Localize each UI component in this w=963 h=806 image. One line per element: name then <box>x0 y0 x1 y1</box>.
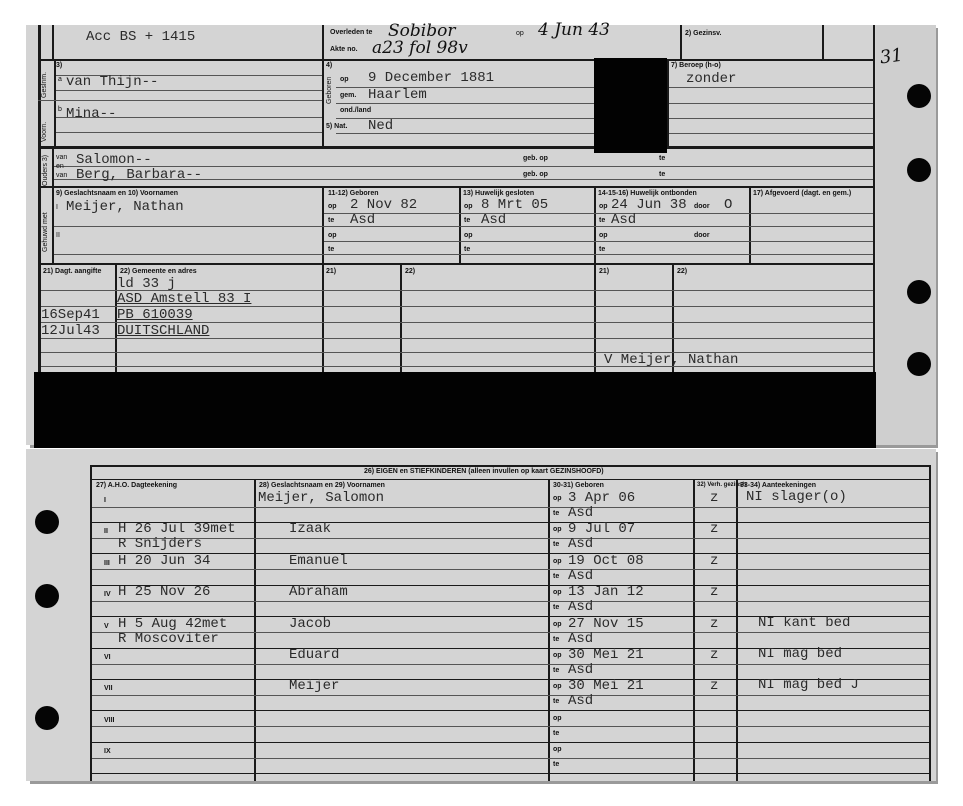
address-line: ld 33 j <box>117 276 176 292</box>
child-verh: z <box>710 615 719 632</box>
te-label: te <box>599 246 606 253</box>
rule <box>92 569 929 570</box>
child-name: Emanuel <box>289 552 348 569</box>
child-birth-place: Asd <box>568 505 594 521</box>
rule <box>52 149 54 186</box>
te-label: te <box>553 572 560 580</box>
gemeente-adres-header: 22) Gemeente en adres <box>120 268 197 275</box>
dissolved-by: O <box>724 197 733 213</box>
child-row-number: VI <box>104 654 111 661</box>
rule <box>56 90 322 91</box>
rule <box>41 366 873 367</box>
rule <box>90 465 92 781</box>
child-name: Abraham <box>289 584 348 601</box>
rule <box>92 726 929 727</box>
child-birth-place: Asd <box>568 662 594 678</box>
rule <box>41 352 873 353</box>
redacted-strip <box>34 372 876 448</box>
child-aho-line1: H 26 Jul 39met <box>118 521 236 538</box>
child-birth-date: 27 Nov 15 <box>568 615 644 632</box>
child-row-number: IX <box>104 748 111 756</box>
te-label: te <box>659 155 666 162</box>
spouse-birth-date: 2 Nov 82 <box>350 197 418 213</box>
rule <box>400 265 402 373</box>
child-note: NI kant bed <box>758 614 851 631</box>
child-birth-date: 13 Jan 12 <box>568 584 644 601</box>
rule <box>92 585 929 586</box>
op-label: op <box>553 495 562 502</box>
op-label: op <box>599 232 608 239</box>
rule <box>669 87 873 88</box>
child-row-number: V <box>104 622 109 630</box>
dagt-aangifte-header: 21) Dagt. aangifte <box>43 268 102 275</box>
child-aho-line1: H 5 Aug 42met <box>118 615 228 632</box>
rule <box>324 213 873 214</box>
roman-II: II <box>56 232 60 239</box>
rule <box>38 100 322 101</box>
roman-I: I <box>56 204 58 211</box>
marriage-date: 8 Mrt 05 <box>481 197 549 213</box>
rule <box>90 465 931 467</box>
birth-place: Haarlem <box>368 87 427 103</box>
op-label: op <box>328 232 337 239</box>
punch-hole <box>907 84 931 108</box>
rule <box>669 103 873 104</box>
address-date: 12Jul43 <box>41 323 100 339</box>
child-verh: z <box>710 647 719 663</box>
rule <box>548 479 550 781</box>
punch-hole <box>35 584 59 608</box>
child-row-number: I <box>104 497 106 504</box>
surname-firstname-header: 9) Geslachtsnaam en 10) Voornamen <box>56 190 179 197</box>
punch-hole <box>35 706 59 730</box>
gezinsv-label: 2) Gezinsv. <box>685 30 722 37</box>
dissolved-date: 24 Jun 38 <box>611 197 687 213</box>
child-name: Izaak <box>289 521 332 538</box>
op-label: op <box>553 526 562 534</box>
rule <box>92 695 929 696</box>
rule <box>822 25 824 59</box>
rule <box>38 59 875 61</box>
dissolved-place: Asd <box>611 212 637 228</box>
child-birth-date: 9 Jul 07 <box>568 521 636 538</box>
a-label: a <box>58 76 62 83</box>
address-date: 16Sep41 <box>41 307 100 323</box>
address-line: PB 610039 <box>117 307 193 323</box>
rule <box>693 479 695 781</box>
rule <box>92 538 929 539</box>
child-birth-date: 30 Mei 21 <box>568 678 644 695</box>
birth-date: 9 December 1881 <box>368 70 495 86</box>
punch-hole <box>907 158 931 182</box>
folio-number: 31 <box>878 44 905 69</box>
op-label: op <box>464 232 473 239</box>
b-label: b <box>58 106 62 113</box>
te-label: te <box>328 217 335 224</box>
gebop-label: geb. op <box>523 155 548 162</box>
address-line: ASD Amstell 83 I <box>117 291 252 307</box>
child-birth-date: 30 Mei 21 <box>568 647 644 663</box>
child-verh: z <box>710 584 719 601</box>
dagt-header-2: 21) <box>326 268 337 275</box>
op-label: op <box>599 203 608 210</box>
van-label: van <box>56 172 68 179</box>
child-verh: z <box>710 552 719 569</box>
rule <box>54 226 873 227</box>
door-label: door <box>694 232 710 239</box>
frame-right <box>873 25 875 375</box>
rule <box>322 25 324 146</box>
occupation: zonder <box>686 71 737 87</box>
child-birth-place: Asd <box>568 693 594 710</box>
surname: van Thijn-- <box>66 74 159 90</box>
mother-name: Berg, Barbara-- <box>76 167 203 183</box>
child-name: Meijer <box>289 678 340 695</box>
dagt-header-3: 21) <box>599 268 610 275</box>
children-section-title: 26) EIGEN en STIEFKINDEREN (alleen invullen op kaart GEZINSHOOFD) <box>364 468 604 475</box>
rule <box>90 479 931 480</box>
rule <box>254 479 256 781</box>
rule <box>324 241 873 242</box>
child-geboren-header: 30-31) Geboren <box>553 482 604 489</box>
rule <box>92 773 929 774</box>
redacted-photo-area <box>594 58 667 153</box>
child-verh: z <box>710 678 719 695</box>
rule <box>92 742 929 743</box>
voorn-label: Voorn. <box>41 121 48 142</box>
address-line: DUITSCHLAND <box>117 323 210 339</box>
child-birth-date: 19 Oct 08 <box>568 552 644 569</box>
child-row-number: VII <box>104 685 113 693</box>
spouse-name: Meijer, Nathan <box>66 199 184 215</box>
te-label: te <box>553 635 560 643</box>
child-birth-place: Asd <box>568 630 594 647</box>
akte-value: a23 fol 98v <box>372 38 468 58</box>
overleden-label: Overleden te <box>330 29 373 36</box>
rule <box>736 479 738 781</box>
en-label: en <box>56 163 64 170</box>
rule <box>38 146 875 149</box>
death-place: Sobibor <box>388 21 456 41</box>
child-row-number: IV <box>104 591 111 599</box>
te-label: te <box>553 604 560 612</box>
gem-label: gem. <box>340 92 357 99</box>
op-label: op <box>516 30 524 37</box>
child-name: Eduard <box>289 647 340 663</box>
huwelijk-ontbonden-header: 14-15-16) Huwelijk ontbonden <box>598 190 697 197</box>
child-birth-place: Asd <box>568 567 594 584</box>
child-name: Jacob <box>289 615 332 632</box>
gebop-label: geb. op <box>523 171 548 178</box>
rule <box>594 265 596 373</box>
child-row-number: VIII <box>104 716 115 724</box>
ouders-label: Ouders 3) <box>42 154 49 186</box>
child-aho-line2: R Snijders <box>118 536 203 553</box>
rule <box>669 133 873 134</box>
child-note: NI slager(o) <box>746 489 847 505</box>
op-label: op <box>553 652 562 659</box>
spouse-birth-place: Asd <box>350 212 376 228</box>
aanteekeningen-header: 33-34) Aanteekeningen <box>740 482 816 489</box>
rule <box>680 25 682 59</box>
beroep-label: 7) Beroep (h-o) <box>671 62 721 69</box>
door-label: door <box>694 203 710 210</box>
geslnm-label: Geslnm. <box>41 71 48 98</box>
rule <box>92 507 929 508</box>
te-label: te <box>599 217 606 224</box>
rule <box>92 758 929 759</box>
ondland-label: ond./land <box>340 107 372 114</box>
op-label: op <box>553 746 562 754</box>
op-label: op <box>553 683 562 691</box>
nat-label: 5) Nat. <box>326 123 348 130</box>
child-birth-place: Asd <box>568 536 594 553</box>
rule <box>669 118 873 119</box>
gehuwd-label: Gehuwd met <box>42 212 49 252</box>
child-aho-line2: R Moscoviter <box>118 630 219 647</box>
child-verh: z <box>710 521 719 538</box>
rule <box>322 265 324 373</box>
op-label: op <box>464 203 473 210</box>
te-label: te <box>328 246 335 253</box>
child-name: Meijer, Salomon <box>258 490 385 506</box>
op-label: op <box>553 714 562 722</box>
rule <box>92 710 929 711</box>
child-birth-place: Asd <box>568 599 594 616</box>
te-label: te <box>553 510 560 517</box>
rule <box>92 601 929 602</box>
rule <box>38 263 875 265</box>
adres-header-2: 22) <box>405 268 416 275</box>
rule <box>92 553 929 554</box>
rule <box>929 465 931 781</box>
op-label: op <box>340 76 349 83</box>
te-label: te <box>553 541 560 549</box>
te-label: te <box>659 171 666 178</box>
geboren-header: 11-12) Geboren <box>328 190 379 197</box>
child-name-header: 28) Geslachtsnaam en 29) Voornamen <box>259 482 385 489</box>
accession-number: Acc BS + 1415 <box>86 29 196 45</box>
geboren-label: Geboren <box>326 76 333 104</box>
op-label: op <box>553 589 562 597</box>
field4-label: 4) <box>326 62 333 69</box>
nationality: Ned <box>368 118 394 134</box>
adres-header-3: 22) <box>677 268 688 275</box>
op-label: op <box>328 203 337 210</box>
first-name: Mina-- <box>66 106 117 122</box>
child-note: NI mag bed <box>758 646 843 662</box>
akte-label: Akte no. <box>330 46 358 53</box>
death-date: 4 Jun 43 <box>538 20 610 40</box>
aho-header: 27) A.H.O. Dagteekening <box>96 482 178 489</box>
te-label: te <box>464 246 471 253</box>
child-row-number: II <box>104 528 108 536</box>
te-label: te <box>553 761 560 769</box>
rule <box>92 664 929 665</box>
te-label: te <box>464 217 471 224</box>
van-label: van <box>56 154 68 161</box>
child-aho-line1: H 25 Nov 26 <box>118 584 211 601</box>
op-label: op <box>553 557 562 565</box>
child-note: NI mag bed J <box>758 677 859 694</box>
huwelijk-gesloten-header: 13) Huwelijk gesloten <box>463 190 535 197</box>
father-name: Salomon-- <box>76 152 152 168</box>
child-verh: z <box>710 490 719 506</box>
punch-hole <box>35 510 59 534</box>
child-aho-line1: H 20 Jun 34 <box>118 552 211 569</box>
te-label: te <box>553 667 560 674</box>
op-label: op <box>553 620 562 628</box>
rule <box>56 132 322 133</box>
punch-hole <box>907 280 931 304</box>
punch-hole <box>907 352 931 376</box>
child-birth-date: 3 Apr 06 <box>568 490 636 506</box>
rule <box>54 254 873 255</box>
te-label: te <box>553 729 560 737</box>
verh-header: 32) Verh. gezinsh. <box>697 482 748 488</box>
child-row-number: III <box>104 559 110 567</box>
widow-note: V Meijer, Nathan <box>604 352 739 368</box>
field3-label: 3) <box>56 62 63 69</box>
te-label: te <box>553 698 560 706</box>
afgevoerd-header: 17) Afgevoerd (dagt. en gem.) <box>753 190 852 197</box>
rule <box>52 25 54 59</box>
marriage-place: Asd <box>481 212 507 228</box>
